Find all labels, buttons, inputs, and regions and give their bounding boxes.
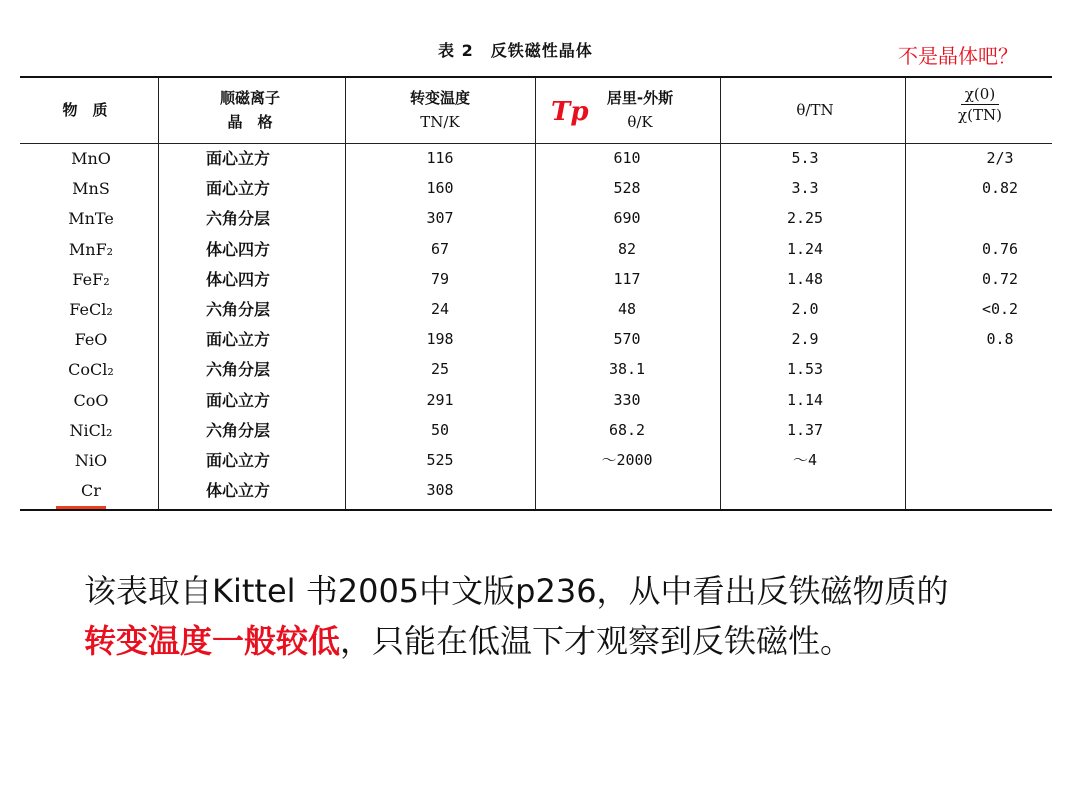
cell-ratio: 1.14 (786, 390, 824, 409)
cell-lattice: 面心立方 (205, 149, 270, 168)
cell-ratio: 2.0 (791, 300, 819, 318)
cell-theta: 68.2 (608, 420, 646, 439)
cell-tn: 308 (426, 481, 454, 500)
cell-theta: 48 (617, 300, 637, 318)
cell-chi: 2/3 (986, 149, 1014, 167)
cell-chi: 0.82 (981, 179, 1019, 198)
header-ratio-text: θ/TN (796, 101, 834, 119)
cell-ratio: 1.48 (786, 269, 824, 288)
cell-theta: 690 (613, 209, 641, 228)
cell-substance: CoCl₂ (68, 360, 114, 380)
cell-lattice: 体心四方 (205, 269, 270, 289)
cell-lattice: 六角分层 (205, 420, 270, 440)
cell-ratio: 1.24 (786, 239, 824, 258)
explanation-text (84, 566, 1044, 666)
cell-theta: 82 (617, 239, 637, 258)
table-row (20, 445, 1052, 476)
header-tn-line1: 转变温度 (409, 89, 470, 107)
cell-tn: 67 (430, 239, 450, 258)
cell-lattice: 面心立方 (205, 179, 270, 199)
cell-tn: 198 (426, 330, 454, 349)
cell-lattice: 面心立方 (205, 390, 270, 410)
table-caption: 表 2 反铁磁性晶体 (438, 41, 593, 60)
table-top-rule (20, 76, 1052, 78)
cell-theta: 117 (613, 269, 641, 288)
cell-substance: MnS (72, 179, 110, 199)
header-transition-temp (370, 86, 510, 134)
table-row (20, 143, 1052, 174)
cell-chi: 0.72 (981, 269, 1019, 288)
header-lattice-line1: 顺磁离子 (219, 89, 280, 107)
highlight-phrase: 转变温度一般较低 (84, 622, 341, 660)
cr-underline-mark (56, 506, 106, 509)
cell-tn: 291 (426, 390, 454, 409)
table-row (20, 475, 1052, 506)
cell-tn: 79 (430, 269, 450, 288)
cell-lattice: 六角分层 (205, 360, 270, 380)
cell-tn: 50 (430, 420, 450, 439)
cell-ratio: 2.9 (791, 330, 819, 349)
cell-theta: 570 (613, 330, 641, 349)
cell-substance: FeF₂ (72, 269, 110, 289)
table-row (20, 203, 1052, 234)
cell-tn: 525 (426, 451, 454, 469)
header-ratio (750, 98, 880, 122)
cell-tn: 307 (426, 209, 454, 228)
cell-tn: 160 (426, 179, 454, 198)
header-lattice (190, 86, 310, 134)
table-row (20, 354, 1052, 385)
table-row (20, 415, 1052, 446)
tp-annotation: Tp (551, 97, 589, 127)
cell-ratio: 3.3 (791, 179, 819, 198)
cell-chi: 0.76 (981, 239, 1019, 258)
cell-substance: NiCl₂ (69, 420, 113, 440)
cell-ratio: 1.53 (786, 360, 824, 379)
cell-lattice: 面心立方 (205, 451, 270, 470)
header-chi-numerator: χ(0) (961, 84, 999, 105)
cell-ratio: 1.37 (786, 420, 824, 439)
annotation-note: 不是晶体吧？ (898, 44, 1018, 68)
cell-chi: 0.8 (986, 330, 1014, 349)
cell-substance: MnF₂ (68, 239, 114, 259)
cell-ratio: 2.25 (786, 209, 824, 228)
cell-theta: 330 (613, 390, 641, 409)
cell-substance: FeO (74, 330, 108, 350)
cell-ratio: ～4 (792, 451, 818, 469)
cell-chi: <0.2 (981, 300, 1019, 318)
cell-lattice: 六角分层 (205, 209, 270, 229)
table-row (20, 234, 1052, 265)
cell-lattice: 面心立方 (205, 330, 270, 350)
header-curie-weiss (580, 86, 700, 134)
header-tn-line2: TN/K (420, 113, 460, 131)
table-row (20, 173, 1052, 204)
table-row (20, 264, 1052, 295)
header-chi-ratio (930, 84, 1030, 125)
header-cw-line1: 居里-外斯 (606, 89, 674, 107)
header-chi-denominator: χ(TN) (958, 106, 1002, 124)
cell-substance: MnTe (68, 209, 114, 229)
table-row (20, 324, 1052, 355)
cell-lattice: 体心立方 (205, 481, 270, 501)
cell-theta: 38.1 (608, 360, 646, 379)
header-lattice-line2: 晶 格 (227, 113, 273, 131)
cell-substance: Cr (81, 481, 101, 501)
cell-theta: ～2000 (601, 451, 653, 469)
cell-substance: MnO (71, 149, 111, 168)
cell-ratio: 5.3 (791, 149, 819, 167)
table-bottom-rule (20, 509, 1052, 511)
cell-substance: NiO (74, 451, 108, 470)
explanation-line-2-rest: ，只能在低温下才观察到反铁磁性。 (340, 622, 853, 660)
cell-tn: 25 (430, 360, 450, 379)
header-substance: 物 质 (62, 101, 108, 119)
cell-tn: 24 (430, 300, 450, 318)
cell-theta: 610 (613, 149, 641, 167)
explanation-line-1: 该表取自Kittel 书2005中文版p236，从中看出反铁磁物质的 (84, 572, 949, 610)
cell-tn: 116 (426, 149, 454, 167)
cell-lattice: 六角分层 (205, 300, 270, 319)
explanation-line-2 (84, 616, 1044, 666)
cell-theta: 528 (613, 179, 641, 198)
cell-lattice: 体心四方 (205, 239, 270, 259)
table-row (20, 294, 1052, 325)
cell-substance: FeCl₂ (69, 300, 113, 319)
cell-substance: CoO (73, 390, 109, 410)
header-cw-line2: θ/K (627, 113, 653, 131)
table-row (20, 385, 1052, 416)
